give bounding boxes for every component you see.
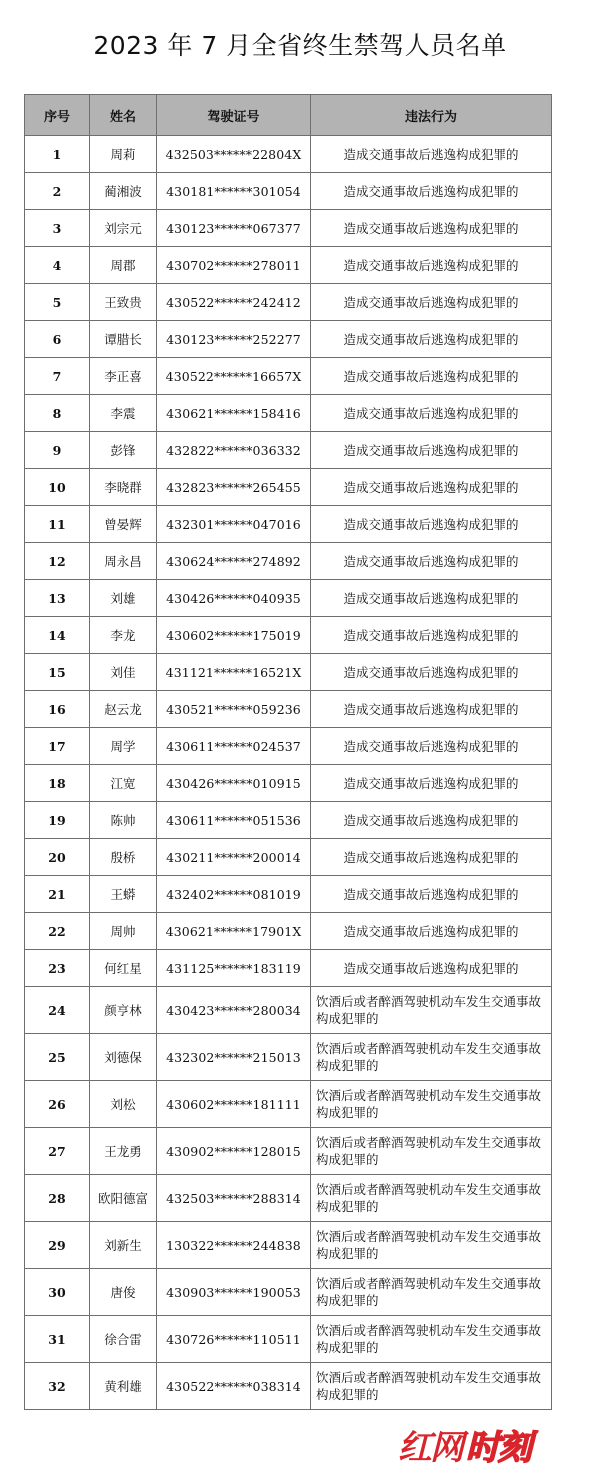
table-row (25, 839, 552, 876)
table-row (25, 1175, 552, 1222)
violation-cell: 造成交通事故后逃逸构成犯罪的 (311, 173, 552, 210)
table-row (25, 173, 552, 210)
table-row (25, 1222, 552, 1269)
header-name: 姓名 (90, 95, 157, 136)
violation-cell: 饮酒后或者醉酒驾驶机动车发生交通事故构成犯罪的 (311, 1175, 552, 1222)
license-cell: 431125******183119 (157, 950, 311, 987)
seq-cell: 17 (25, 728, 90, 765)
table-row (25, 950, 552, 987)
violation-cell: 造成交通事故后逃逸构成犯罪的 (311, 617, 552, 654)
header-seq: 序号 (25, 95, 90, 136)
seq-cell: 1 (25, 136, 90, 173)
name-cell: 赵云龙 (90, 691, 157, 728)
violation-cell: 造成交通事故后逃逸构成犯罪的 (311, 395, 552, 432)
table-header-row (25, 95, 552, 136)
table-row (25, 580, 552, 617)
violation-cell: 造成交通事故后逃逸构成犯罪的 (311, 913, 552, 950)
seq-cell: 9 (25, 432, 90, 469)
name-cell: 周郡 (90, 247, 157, 284)
license-cell: 430181******301054 (157, 173, 311, 210)
name-cell: 徐合雷 (90, 1316, 157, 1363)
violation-cell: 造成交通事故后逃逸构成犯罪的 (311, 506, 552, 543)
license-cell: 430624******274892 (157, 543, 311, 580)
seq-cell: 20 (25, 839, 90, 876)
name-cell: 刘松 (90, 1081, 157, 1128)
violation-cell: 造成交通事故后逃逸构成犯罪的 (311, 876, 552, 913)
violation-cell: 饮酒后或者醉酒驾驶机动车发生交通事故构成犯罪的 (311, 1363, 552, 1410)
table-row (25, 728, 552, 765)
table-row (25, 432, 552, 469)
license-cell: 430621******158416 (157, 395, 311, 432)
violation-cell: 造成交通事故后逃逸构成犯罪的 (311, 210, 552, 247)
table-row (25, 691, 552, 728)
seq-cell: 14 (25, 617, 90, 654)
name-cell: 殷桥 (90, 839, 157, 876)
license-cell: 432822******036332 (157, 432, 311, 469)
name-cell: 李龙 (90, 617, 157, 654)
violation-cell: 饮酒后或者醉酒驾驶机动车发生交通事故构成犯罪的 (311, 1222, 552, 1269)
name-cell: 刘佳 (90, 654, 157, 691)
page-title: 2023 年 7 月全省终生禁驾人员名单 (93, 31, 507, 60)
name-cell: 彭锋 (90, 432, 157, 469)
name-cell: 周学 (90, 728, 157, 765)
violation-cell: 造成交通事故后逃逸构成犯罪的 (311, 728, 552, 765)
table-row (25, 321, 552, 358)
hongwang-watermark-logo (398, 1422, 548, 1466)
seq-cell: 22 (25, 913, 90, 950)
license-cell: 430726******110511 (157, 1316, 311, 1363)
seq-cell: 18 (25, 765, 90, 802)
name-cell: 何红星 (90, 950, 157, 987)
violation-cell: 饮酒后或者醉酒驾驶机动车发生交通事故构成犯罪的 (311, 1081, 552, 1128)
table-row (25, 802, 552, 839)
seq-cell: 26 (25, 1081, 90, 1128)
table-row (25, 1128, 552, 1175)
violation-cell: 造成交通事故后逃逸构成犯罪的 (311, 691, 552, 728)
name-cell: 王龙勇 (90, 1128, 157, 1175)
license-cell: 432302******215013 (157, 1034, 311, 1081)
seq-cell: 3 (25, 210, 90, 247)
seq-cell: 11 (25, 506, 90, 543)
table-row (25, 1269, 552, 1316)
violation-cell: 造成交通事故后逃逸构成犯罪的 (311, 284, 552, 321)
seq-cell: 30 (25, 1269, 90, 1316)
name-cell: 李震 (90, 395, 157, 432)
name-cell: 江宽 (90, 765, 157, 802)
violation-cell: 造成交通事故后逃逸构成犯罪的 (311, 580, 552, 617)
table-row (25, 506, 552, 543)
license-cell: 430602******181111 (157, 1081, 311, 1128)
license-cell: 432503******288314 (157, 1175, 311, 1222)
name-cell: 欧阳德富 (90, 1175, 157, 1222)
seq-cell: 2 (25, 173, 90, 210)
license-cell: 430426******040935 (157, 580, 311, 617)
table-row (25, 284, 552, 321)
violation-cell: 造成交通事故后逃逸构成犯罪的 (311, 469, 552, 506)
license-cell: 430123******067377 (157, 210, 311, 247)
table-row (25, 358, 552, 395)
name-cell: 周永昌 (90, 543, 157, 580)
seq-cell: 28 (25, 1175, 90, 1222)
violation-cell: 造成交通事故后逃逸构成犯罪的 (311, 839, 552, 876)
name-cell: 曾晏辉 (90, 506, 157, 543)
license-cell: 430602******175019 (157, 617, 311, 654)
table-body (25, 136, 552, 1410)
license-cell: 430903******190053 (157, 1269, 311, 1316)
name-cell: 王致贵 (90, 284, 157, 321)
violation-cell: 造成交通事故后逃逸构成犯罪的 (311, 247, 552, 284)
seq-cell: 13 (25, 580, 90, 617)
seq-cell: 12 (25, 543, 90, 580)
table-row (25, 136, 552, 173)
name-cell: 黄利雄 (90, 1363, 157, 1410)
license-cell: 432301******047016 (157, 506, 311, 543)
violation-cell: 造成交通事故后逃逸构成犯罪的 (311, 358, 552, 395)
name-cell: 唐俊 (90, 1269, 157, 1316)
watermark-part2: 时刻 (466, 1427, 530, 1468)
violation-cell: 饮酒后或者醉酒驾驶机动车发生交通事故构成犯罪的 (311, 1269, 552, 1316)
license-cell: 432503******22804X (157, 136, 311, 173)
table-row (25, 913, 552, 950)
seq-cell: 10 (25, 469, 90, 506)
name-cell: 王蟒 (90, 876, 157, 913)
name-cell: 刘雄 (90, 580, 157, 617)
name-cell: 李正喜 (90, 358, 157, 395)
table-row (25, 987, 552, 1034)
name-cell: 陈帅 (90, 802, 157, 839)
name-cell: 刘德保 (90, 1034, 157, 1081)
license-cell: 430423******280034 (157, 987, 311, 1034)
violation-cell: 造成交通事故后逃逸构成犯罪的 (311, 802, 552, 839)
license-cell: 130322******244838 (157, 1222, 311, 1269)
seq-cell: 27 (25, 1128, 90, 1175)
seq-cell: 8 (25, 395, 90, 432)
table-row (25, 876, 552, 913)
license-cell: 430621******17901X (157, 913, 311, 950)
seq-cell: 7 (25, 358, 90, 395)
violation-cell: 饮酒后或者醉酒驾驶机动车发生交通事故构成犯罪的 (311, 1128, 552, 1175)
table-row (25, 1316, 552, 1363)
violation-cell: 造成交通事故后逃逸构成犯罪的 (311, 765, 552, 802)
table-row (25, 1363, 552, 1410)
table-row (25, 1034, 552, 1081)
seq-cell: 25 (25, 1034, 90, 1081)
table-row (25, 654, 552, 691)
license-cell: 432823******265455 (157, 469, 311, 506)
name-cell: 周莉 (90, 136, 157, 173)
seq-cell: 15 (25, 654, 90, 691)
license-cell: 430611******024537 (157, 728, 311, 765)
license-cell: 430211******200014 (157, 839, 311, 876)
name-cell: 谭腊长 (90, 321, 157, 358)
license-cell: 430521******059236 (157, 691, 311, 728)
seq-cell: 23 (25, 950, 90, 987)
license-cell: 431121******16521X (157, 654, 311, 691)
header-license: 驾驶证号 (157, 95, 311, 136)
table-row (25, 395, 552, 432)
banned-drivers-table (24, 94, 552, 1410)
table-row (25, 210, 552, 247)
license-cell: 430902******128015 (157, 1128, 311, 1175)
violation-cell: 饮酒后或者醉酒驾驶机动车发生交通事故构成犯罪的 (311, 987, 552, 1034)
violation-cell: 造成交通事故后逃逸构成犯罪的 (311, 543, 552, 580)
license-cell: 430702******278011 (157, 247, 311, 284)
table-row (25, 1081, 552, 1128)
violation-cell: 造成交通事故后逃逸构成犯罪的 (311, 432, 552, 469)
header-violation: 违法行为 (311, 95, 552, 136)
table-row (25, 469, 552, 506)
license-cell: 430611******051536 (157, 802, 311, 839)
violation-cell: 饮酒后或者醉酒驾驶机动车发生交通事故构成犯罪的 (311, 1316, 552, 1363)
name-cell: 刘宗元 (90, 210, 157, 247)
seq-cell: 21 (25, 876, 90, 913)
license-cell: 430522******038314 (157, 1363, 311, 1410)
violation-cell: 饮酒后或者醉酒驾驶机动车发生交通事故构成犯罪的 (311, 1034, 552, 1081)
table-row (25, 765, 552, 802)
violation-cell: 造成交通事故后逃逸构成犯罪的 (311, 654, 552, 691)
name-cell: 蔺湘波 (90, 173, 157, 210)
table-row (25, 617, 552, 654)
license-cell: 432402******081019 (157, 876, 311, 913)
seq-cell: 32 (25, 1363, 90, 1410)
seq-cell: 29 (25, 1222, 90, 1269)
name-cell: 颜亨林 (90, 987, 157, 1034)
seq-cell: 31 (25, 1316, 90, 1363)
violation-cell: 造成交通事故后逃逸构成犯罪的 (311, 950, 552, 987)
seq-cell: 4 (25, 247, 90, 284)
violation-cell: 造成交通事故后逃逸构成犯罪的 (311, 136, 552, 173)
license-cell: 430123******252277 (157, 321, 311, 358)
license-cell: 430522******242412 (157, 284, 311, 321)
name-cell: 周帅 (90, 913, 157, 950)
seq-cell: 24 (25, 987, 90, 1034)
license-cell: 430522******16657X (157, 358, 311, 395)
table-row (25, 247, 552, 284)
seq-cell: 5 (25, 284, 90, 321)
license-cell: 430426******010915 (157, 765, 311, 802)
name-cell: 刘新生 (90, 1222, 157, 1269)
table-row (25, 543, 552, 580)
seq-cell: 6 (25, 321, 90, 358)
name-cell: 李晓群 (90, 469, 157, 506)
watermark-part1: 红网 (398, 1427, 462, 1468)
seq-cell: 19 (25, 802, 90, 839)
violation-cell: 造成交通事故后逃逸构成犯罪的 (311, 321, 552, 358)
seq-cell: 16 (25, 691, 90, 728)
